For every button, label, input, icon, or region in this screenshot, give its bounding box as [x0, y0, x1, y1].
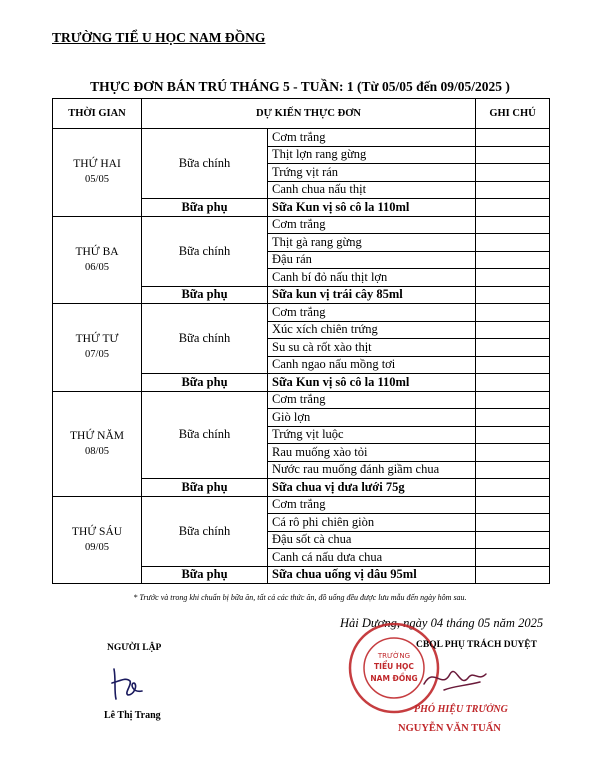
note-cell: [476, 391, 550, 409]
side-meal-label: Bữa phụ: [142, 199, 268, 217]
preparer-signature-icon: [108, 665, 148, 705]
day-cell: [53, 496, 142, 584]
note-cell: [476, 286, 550, 304]
note-cell: [476, 251, 550, 269]
note-cell: [476, 409, 550, 427]
note-cell: [476, 479, 550, 497]
menu-title: THỰC ĐƠN BÁN TRÚ THÁNG 5 - TUẦN: 1 (Từ 05/05 đến 09/05/2025 ): [90, 79, 510, 94]
header-time: THỜI GIAN: [53, 99, 142, 129]
note-cell: [476, 514, 550, 532]
note-cell: [476, 426, 550, 444]
note-cell: [476, 164, 550, 182]
side-dish-cell: Sữa chua vị dưa lưới 75g: [268, 479, 476, 497]
day-date: 09/05: [85, 541, 109, 553]
seal-line-1: TRƯỜNG: [377, 652, 411, 660]
note-cell: [476, 269, 550, 287]
day-date: 06/05: [85, 261, 109, 273]
day-cell: [53, 129, 142, 217]
dish-cell: Rau muống xào tỏi: [268, 444, 476, 462]
note-cell: [476, 234, 550, 252]
main-meal-label: Bữa chính: [142, 304, 268, 374]
note-cell: [476, 374, 550, 392]
dish-cell: Thịt lợn rang gừng: [268, 146, 476, 164]
dish-cell: Canh cá nấu dưa chua: [268, 549, 476, 567]
day-name: THỨ NĂM: [70, 429, 124, 442]
main-meal-label: Bữa chính: [142, 391, 268, 479]
note-cell: [476, 304, 550, 322]
approver-role: PHÓ HIỆU TRƯỞNG: [414, 704, 508, 715]
note-cell: [476, 216, 550, 234]
note-cell: [476, 199, 550, 217]
seal-line-3: NAM ĐỒNG: [370, 674, 418, 683]
menu-table: [52, 98, 550, 584]
side-dish-cell: Sữa Kun vị sô cô la 110ml: [268, 374, 476, 392]
header-menu: DỰ KIẾN THỰC ĐƠN: [142, 99, 476, 129]
table-row: [53, 216, 550, 234]
note-cell: [476, 321, 550, 339]
dish-cell: Cơm trắng: [268, 129, 476, 147]
note-cell: [476, 356, 550, 374]
side-meal-label: Bữa phụ: [142, 479, 268, 497]
dish-cell: Giò lợn: [268, 409, 476, 427]
table-row: [53, 304, 550, 322]
main-meal-label: Bữa chính: [142, 129, 268, 199]
day-date: 07/05: [85, 349, 109, 361]
side-meal-label: Bữa phụ: [142, 566, 268, 584]
dish-cell: Đậu sốt cà chua: [268, 531, 476, 549]
table-header-row: [53, 99, 550, 129]
side-dish-cell: Sữa Kun vị sô cô la 110ml: [268, 199, 476, 217]
dish-cell: Trứng vịt luộc: [268, 426, 476, 444]
dish-cell: Xúc xích chiên trứng: [268, 321, 476, 339]
dish-cell: Cơm trắng: [268, 496, 476, 514]
note-cell: [476, 549, 550, 567]
dish-cell: Trứng vịt rán: [268, 164, 476, 182]
header-note: GHI CHÚ: [476, 99, 550, 129]
day-cell: [53, 304, 142, 392]
approver-label: CBQL PHỤ TRÁCH DUYỆT: [416, 640, 537, 650]
dish-cell: Canh chua nấu thịt: [268, 181, 476, 199]
menu-body: [53, 129, 550, 584]
day-name: THỨ BA: [75, 245, 119, 258]
preparer-label: NGƯỜI LẬP: [107, 643, 162, 653]
table-row: [53, 391, 550, 409]
dish-cell: Cá rô phi chiên giòn: [268, 514, 476, 532]
note-cell: [476, 339, 550, 357]
note-cell: [476, 181, 550, 199]
day-date: 05/05: [85, 174, 109, 186]
note-cell: [476, 566, 550, 584]
dish-cell: Cơm trắng: [268, 391, 476, 409]
dish-cell: Cơm trắng: [268, 304, 476, 322]
day-cell: [53, 216, 142, 304]
dish-cell: Canh bí đỏ nấu thịt lợn: [268, 269, 476, 287]
dish-cell: Nước rau muống đánh giầm chua: [268, 461, 476, 479]
table-row: [53, 129, 550, 147]
day-cell: [53, 391, 142, 496]
approver-name: NGUYỄN VĂN TUẤN: [398, 723, 501, 734]
approver-signature-icon: [420, 660, 490, 696]
side-meal-label: Bữa phụ: [142, 374, 268, 392]
side-dish-cell: Sữa chua uống vị dâu 95ml: [268, 566, 476, 584]
day-name: THỨ HAI: [73, 158, 121, 171]
dish-cell: Cơm trắng: [268, 216, 476, 234]
day-name: THỨ TƯ: [75, 333, 119, 346]
note-cell: [476, 531, 550, 549]
day-date: 08/05: [85, 445, 109, 457]
place-date: Hải Dương, ngày 04 tháng 05 năm 2025: [340, 616, 544, 630]
day-name: THỨ SÁU: [71, 525, 123, 538]
school-name: TRƯỜNG TIỂ U HỌC NAM ĐỒNG: [52, 30, 266, 45]
dish-cell: Đậu rán: [268, 251, 476, 269]
side-dish-cell: Sữa kun vị trái cây 85ml: [268, 286, 476, 304]
note-cell: [476, 496, 550, 514]
dish-cell: Su su cà rốt xào thịt: [268, 339, 476, 357]
footnote: * Trước và trong khi chuẩn bị bữa ăn, tất cả các thức ăn, đồ uống đều được lưu mẫu đến ngày hôm sau.: [133, 593, 467, 602]
side-meal-label: Bữa phụ: [142, 286, 268, 304]
main-meal-label: Bữa chính: [142, 496, 268, 566]
note-cell: [476, 129, 550, 147]
table-row: [53, 496, 550, 514]
note-cell: [476, 444, 550, 462]
note-cell: [476, 461, 550, 479]
dish-cell: Canh ngao nấu mồng tơi: [268, 356, 476, 374]
dish-cell: Thịt gà rang gừng: [268, 234, 476, 252]
main-meal-label: Bữa chính: [142, 216, 268, 286]
note-cell: [476, 146, 550, 164]
seal-line-2: TIỂU HỌC: [374, 662, 414, 671]
preparer-name: Lê Thị Trang: [104, 710, 161, 721]
